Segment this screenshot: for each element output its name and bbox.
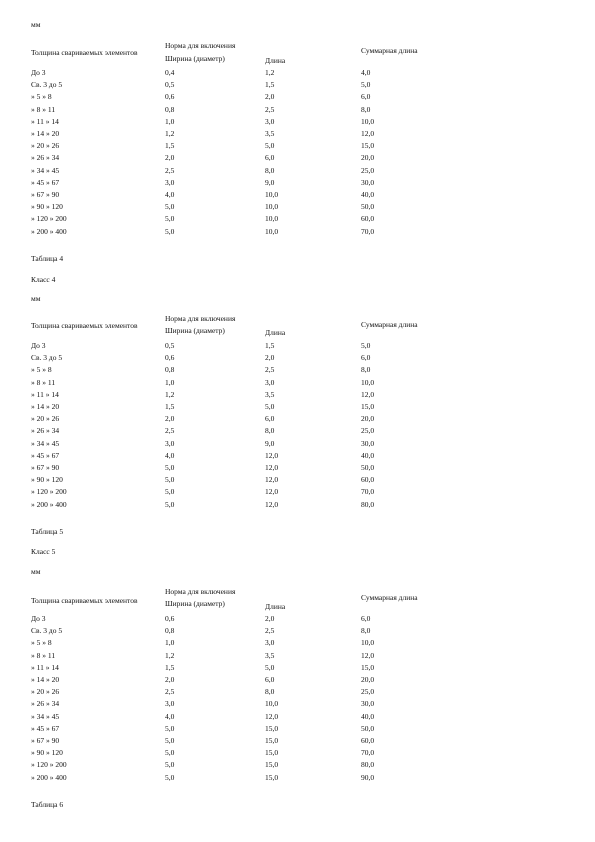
header-group: Норма для включения xyxy=(165,314,236,323)
length-cell: 10,0 xyxy=(265,699,279,709)
thickness-cell: » 120 » 200 xyxy=(31,487,67,497)
thickness-cell: » 34 » 45 xyxy=(31,438,60,448)
width-cell: 5,0 xyxy=(165,463,175,472)
thickness-cell: » 90 » 120 xyxy=(31,475,63,485)
total-cell: 60,0 xyxy=(361,214,375,224)
header-group: Норма для включения xyxy=(165,41,236,50)
length-cell: 5,0 xyxy=(265,662,275,672)
table-row xyxy=(0,390,595,402)
header-length: Длина xyxy=(265,328,286,337)
length-cell: 2,5 xyxy=(265,626,275,636)
header-thickness: Толщина свариваемых элементов xyxy=(31,321,138,330)
total-cell: 40,0 xyxy=(361,190,375,199)
total-cell: 70,0 xyxy=(361,226,375,236)
total-cell: 10,0 xyxy=(361,377,375,387)
thickness-cell: Св. 3 до 5 xyxy=(31,626,63,636)
total-cell: 30,0 xyxy=(361,177,375,187)
thickness-cell: » 8 » 11 xyxy=(31,650,56,660)
length-cell: 10,0 xyxy=(265,202,279,212)
thickness-cell: » 8 » 11 xyxy=(31,377,56,387)
total-cell: 60,0 xyxy=(361,475,375,485)
total-cell: 5,0 xyxy=(361,80,371,90)
width-cell: 1,0 xyxy=(165,116,175,126)
width-cell: 0,6 xyxy=(165,92,175,102)
total-cell: 8,0 xyxy=(361,626,371,636)
length-cell: 8,0 xyxy=(265,165,275,175)
table-row xyxy=(0,675,595,687)
table-caption: Таблица 5 xyxy=(31,527,64,536)
length-cell: 3,5 xyxy=(265,650,275,660)
total-cell: 50,0 xyxy=(361,723,375,733)
width-cell: 5,0 xyxy=(165,760,175,770)
total-cell: 30,0 xyxy=(361,699,375,709)
total-cell: 10,0 xyxy=(361,116,375,126)
total-cell: 12,0 xyxy=(361,650,375,660)
table-row xyxy=(0,760,595,772)
thickness-cell: » 14 » 20 xyxy=(31,675,60,684)
width-cell: 3,0 xyxy=(165,699,175,709)
thickness-cell: Св. 3 до 5 xyxy=(31,353,63,363)
thickness-cell: » 5 » 8 xyxy=(31,92,52,102)
thickness-cell: » 67 » 90 xyxy=(31,190,60,199)
header-length: Длина xyxy=(265,56,286,65)
length-cell: 15,0 xyxy=(265,748,279,758)
total-cell: 20,0 xyxy=(361,153,375,163)
header-total: Суммарная длина xyxy=(361,320,418,329)
length-cell: 8,0 xyxy=(265,687,275,697)
table-row xyxy=(0,141,595,153)
width-cell: 4,0 xyxy=(165,450,175,460)
total-cell: 6,0 xyxy=(361,614,371,623)
table-row xyxy=(0,178,595,190)
width-cell: 1,2 xyxy=(165,650,175,660)
unit-label: мм xyxy=(31,294,41,303)
width-cell: 0,5 xyxy=(165,341,175,350)
thickness-cell: » 11 » 14 xyxy=(31,116,59,126)
table-row xyxy=(0,353,595,365)
total-cell: 25,0 xyxy=(361,687,375,697)
width-cell: 0,4 xyxy=(165,68,175,77)
length-cell: 12,0 xyxy=(265,487,279,497)
length-cell: 12,0 xyxy=(265,475,279,485)
header-total: Суммарная длина xyxy=(361,46,418,55)
total-cell: 30,0 xyxy=(361,438,375,448)
total-cell: 90,0 xyxy=(361,772,375,782)
width-cell: 2,0 xyxy=(165,675,175,684)
table-row xyxy=(0,626,595,638)
thickness-cell: » 14 » 20 xyxy=(31,402,60,411)
table-row xyxy=(0,365,595,377)
length-cell: 15,0 xyxy=(265,723,279,733)
table-row xyxy=(0,202,595,214)
table-row xyxy=(0,712,595,724)
width-cell: 2,0 xyxy=(165,153,175,163)
thickness-cell: » 14 » 20 xyxy=(31,129,60,138)
length-cell: 12,0 xyxy=(265,463,279,472)
total-cell: 10,0 xyxy=(361,638,375,648)
thickness-cell: » 45 » 67 xyxy=(31,177,60,187)
length-cell: 8,0 xyxy=(265,426,275,436)
width-cell: 5,0 xyxy=(165,748,175,758)
width-cell: 1,5 xyxy=(165,402,175,411)
total-cell: 12,0 xyxy=(361,389,375,399)
width-cell: 2,5 xyxy=(165,687,175,697)
length-cell: 5,0 xyxy=(265,402,275,411)
total-cell: 20,0 xyxy=(361,675,375,684)
total-cell: 20,0 xyxy=(361,414,375,424)
length-cell: 1,2 xyxy=(265,68,275,77)
width-cell: 0,8 xyxy=(165,365,175,375)
header-width: Ширина (диаметр) xyxy=(165,54,225,63)
header-length: Длина xyxy=(265,602,286,611)
table-row xyxy=(0,475,595,487)
width-cell: 4,0 xyxy=(165,711,175,721)
length-cell: 2,0 xyxy=(265,92,275,102)
length-cell: 5,0 xyxy=(265,141,275,151)
length-cell: 3,5 xyxy=(265,389,275,399)
length-cell: 12,0 xyxy=(265,499,279,509)
table-row xyxy=(0,153,595,165)
length-cell: 15,0 xyxy=(265,736,279,745)
thickness-cell: » 67 » 90 xyxy=(31,463,60,472)
thickness-cell: » 200 » 400 xyxy=(31,226,67,236)
width-cell: 1,0 xyxy=(165,638,175,648)
thickness-cell: До 3 xyxy=(31,614,46,623)
width-cell: 3,0 xyxy=(165,438,175,448)
thickness-cell: » 120 » 200 xyxy=(31,214,67,224)
total-cell: 40,0 xyxy=(361,450,375,460)
length-cell: 3,0 xyxy=(265,638,275,648)
width-cell: 1,2 xyxy=(165,389,175,399)
header-thickness: Толщина свариваемых элементов xyxy=(31,596,138,605)
header-group: Норма для включения xyxy=(165,587,236,596)
total-cell: 50,0 xyxy=(361,463,375,472)
table-row xyxy=(0,117,595,129)
thickness-cell: » 90 » 120 xyxy=(31,748,63,758)
thickness-cell: » 26 » 34 xyxy=(31,699,60,709)
length-cell: 10,0 xyxy=(265,226,279,236)
total-cell: 8,0 xyxy=(361,365,371,375)
unit-label: мм xyxy=(31,567,41,576)
total-cell: 12,0 xyxy=(361,129,375,138)
table-row xyxy=(0,487,595,499)
thickness-cell: » 26 » 34 xyxy=(31,153,60,163)
width-cell: 1,5 xyxy=(165,141,175,151)
header-width: Ширина (диаметр) xyxy=(165,326,225,335)
length-cell: 2,5 xyxy=(265,365,275,375)
table-row xyxy=(0,724,595,736)
table-row xyxy=(0,105,595,117)
length-cell: 3,0 xyxy=(265,116,275,126)
total-cell: 6,0 xyxy=(361,353,371,363)
table-row xyxy=(0,68,595,80)
thickness-cell: » 90 » 120 xyxy=(31,202,63,212)
thickness-cell: » 20 » 26 xyxy=(31,414,60,424)
width-cell: 5,0 xyxy=(165,214,175,224)
header-total: Суммарная длина xyxy=(361,593,418,602)
total-cell: 15,0 xyxy=(361,402,375,411)
length-cell: 1,5 xyxy=(265,80,275,90)
width-cell: 5,0 xyxy=(165,487,175,497)
table-row xyxy=(0,687,595,699)
length-cell: 15,0 xyxy=(265,760,279,770)
class-caption: Класс 5 xyxy=(31,547,56,556)
table-row xyxy=(0,451,595,463)
width-cell: 5,0 xyxy=(165,499,175,509)
total-cell: 70,0 xyxy=(361,487,375,497)
thickness-cell: » 11 » 14 xyxy=(31,662,59,672)
total-cell: 4,0 xyxy=(361,68,371,77)
table-row xyxy=(0,614,595,626)
table-row xyxy=(0,92,595,104)
table-row xyxy=(0,663,595,675)
total-cell: 70,0 xyxy=(361,748,375,758)
length-cell: 10,0 xyxy=(265,214,279,224)
width-cell: 1,2 xyxy=(165,129,175,138)
table-row xyxy=(0,414,595,426)
class-caption: Класс 4 xyxy=(31,275,56,284)
header-thickness: Толщина свариваемых элементов xyxy=(31,48,138,57)
total-cell: 8,0 xyxy=(361,104,371,114)
total-cell: 15,0 xyxy=(361,662,375,672)
table-row xyxy=(0,463,595,475)
thickness-cell: » 8 » 11 xyxy=(31,104,56,114)
width-cell: 1,0 xyxy=(165,377,175,387)
table-row xyxy=(0,748,595,760)
table-row xyxy=(0,80,595,92)
width-cell: 0,6 xyxy=(165,353,175,363)
table-row xyxy=(0,402,595,414)
table-caption: Таблица 6 xyxy=(31,800,64,809)
thickness-cell: » 120 » 200 xyxy=(31,760,67,770)
table-row xyxy=(0,214,595,226)
length-cell: 3,5 xyxy=(265,129,275,138)
table-row xyxy=(0,500,595,512)
length-cell: 6,0 xyxy=(265,675,275,684)
thickness-cell: » 20 » 26 xyxy=(31,141,60,151)
length-cell: 6,0 xyxy=(265,414,275,424)
width-cell: 2,0 xyxy=(165,414,175,424)
width-cell: 0,6 xyxy=(165,614,175,623)
thickness-cell: » 34 » 45 xyxy=(31,165,60,175)
total-cell: 60,0 xyxy=(361,736,375,745)
table-row xyxy=(0,129,595,141)
thickness-cell: » 200 » 400 xyxy=(31,772,67,782)
width-cell: 5,0 xyxy=(165,736,175,745)
width-cell: 0,8 xyxy=(165,626,175,636)
length-cell: 3,0 xyxy=(265,377,275,387)
thickness-cell: » 200 » 400 xyxy=(31,499,67,509)
table-row xyxy=(0,426,595,438)
thickness-cell: До 3 xyxy=(31,68,46,77)
length-cell: 9,0 xyxy=(265,438,275,448)
table-row xyxy=(0,773,595,785)
thickness-cell: Св. 3 до 5 xyxy=(31,80,63,90)
width-cell: 5,0 xyxy=(165,475,175,485)
header-width: Ширина (диаметр) xyxy=(165,599,225,608)
total-cell: 80,0 xyxy=(361,499,375,509)
width-cell: 0,5 xyxy=(165,80,175,90)
table-row xyxy=(0,378,595,390)
thickness-cell: » 5 » 8 xyxy=(31,638,52,648)
thickness-cell: » 34 » 45 xyxy=(31,711,60,721)
length-cell: 15,0 xyxy=(265,772,279,782)
total-cell: 40,0 xyxy=(361,711,375,721)
width-cell: 3,0 xyxy=(165,177,175,187)
table-row xyxy=(0,638,595,650)
table-caption: Таблица 4 xyxy=(31,254,64,263)
total-cell: 80,0 xyxy=(361,760,375,770)
length-cell: 10,0 xyxy=(265,190,279,199)
width-cell: 4,0 xyxy=(165,190,175,199)
total-cell: 6,0 xyxy=(361,92,371,102)
width-cell: 2,5 xyxy=(165,426,175,436)
width-cell: 5,0 xyxy=(165,202,175,212)
width-cell: 5,0 xyxy=(165,723,175,733)
table-row xyxy=(0,651,595,663)
length-cell: 9,0 xyxy=(265,177,275,187)
total-cell: 15,0 xyxy=(361,141,375,151)
table-row xyxy=(0,699,595,711)
thickness-cell: » 26 » 34 xyxy=(31,426,60,436)
width-cell: 5,0 xyxy=(165,226,175,236)
length-cell: 2,0 xyxy=(265,353,275,363)
thickness-cell: » 20 » 26 xyxy=(31,687,60,697)
table-row xyxy=(0,439,595,451)
thickness-cell: » 11 » 14 xyxy=(31,389,59,399)
length-cell: 12,0 xyxy=(265,711,279,721)
unit-label: мм xyxy=(31,20,41,29)
table-row xyxy=(0,341,595,353)
length-cell: 1,5 xyxy=(265,341,275,350)
length-cell: 6,0 xyxy=(265,153,275,163)
thickness-cell: » 67 » 90 xyxy=(31,736,60,745)
length-cell: 2,5 xyxy=(265,104,275,114)
total-cell: 25,0 xyxy=(361,165,375,175)
table-row xyxy=(0,166,595,178)
table-row xyxy=(0,190,595,202)
thickness-cell: До 3 xyxy=(31,341,46,350)
width-cell: 5,0 xyxy=(165,772,175,782)
total-cell: 5,0 xyxy=(361,341,371,350)
total-cell: 50,0 xyxy=(361,202,375,212)
length-cell: 12,0 xyxy=(265,450,279,460)
thickness-cell: » 45 » 67 xyxy=(31,450,60,460)
width-cell: 2,5 xyxy=(165,165,175,175)
width-cell: 1,5 xyxy=(165,662,175,672)
thickness-cell: » 45 » 67 xyxy=(31,723,60,733)
table-row xyxy=(0,736,595,748)
total-cell: 25,0 xyxy=(361,426,375,436)
width-cell: 0,8 xyxy=(165,104,175,114)
table-row xyxy=(0,227,595,239)
length-cell: 2,0 xyxy=(265,614,275,623)
thickness-cell: » 5 » 8 xyxy=(31,365,52,375)
